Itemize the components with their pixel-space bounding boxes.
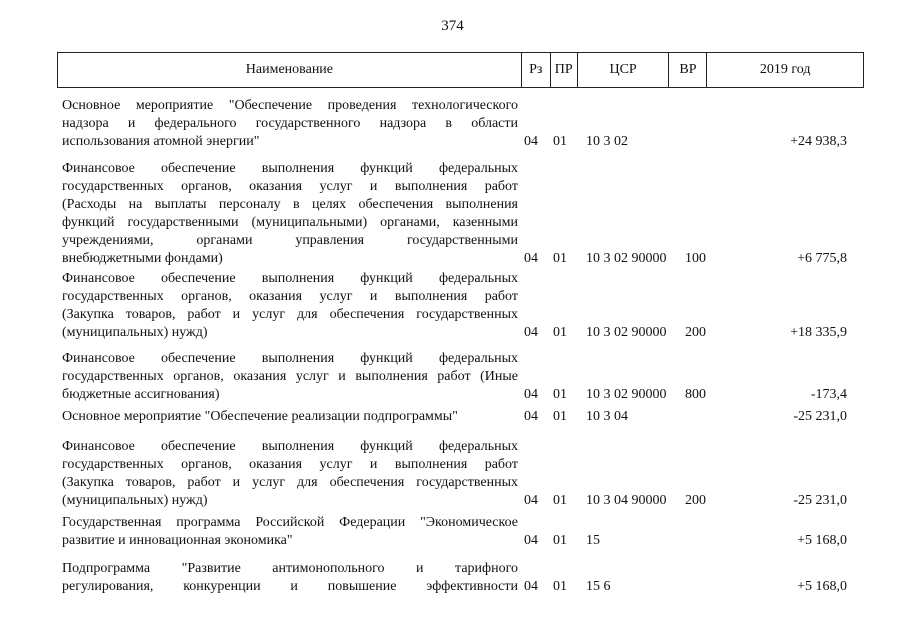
row-pr: 01 <box>553 493 567 508</box>
row-pr: 01 <box>553 409 567 424</box>
row-pr: 01 <box>553 387 567 402</box>
page-number: 374 <box>441 18 464 34</box>
row-amount: +24 938,3 <box>790 134 847 149</box>
row-name-line: Подпрограмма "Развитие антимонопольного и тарифного <box>62 561 518 576</box>
row-vr: 200 <box>685 493 706 508</box>
row-amount: +6 775,8 <box>797 251 847 266</box>
row-amount: +5 168,0 <box>797 533 847 548</box>
row-rz: 04 <box>524 387 538 402</box>
row-name <box>62 270 518 342</box>
row-vr: 800 <box>685 387 706 402</box>
row-name <box>62 350 518 404</box>
header-pr: ПР <box>551 53 578 87</box>
row-csr: 10 3 02 90000 <box>586 251 667 266</box>
row-name <box>62 160 518 268</box>
row-rz: 04 <box>524 533 538 548</box>
row-amount: -173,4 <box>810 387 847 402</box>
row-name-line: (Расходы на выплаты персоналу в целях обеспечения выполнения <box>62 197 518 212</box>
row-amount: -25 231,0 <box>793 493 847 508</box>
row-rz: 04 <box>524 251 538 266</box>
row-name-line: (Закупка товаров, работ и услуг для обеспечения государственных <box>62 475 518 490</box>
row-name-line: Финансовое обеспечение выполнения функций федеральных <box>62 439 518 454</box>
row-name <box>62 560 518 596</box>
header-year: 2019 год <box>759 62 811 77</box>
row-name-line: Основное мероприятие "Обеспечение проведения технологического <box>62 98 518 113</box>
row-amount: +18 335,9 <box>790 325 847 340</box>
header-rz: Рз <box>522 53 551 87</box>
row-csr: 10 3 04 90000 <box>586 493 667 508</box>
table-header <box>57 52 864 88</box>
row-pr: 01 <box>553 533 567 548</box>
row-name-line: развитие и инновационная экономика" <box>62 533 293 548</box>
row-rz: 04 <box>524 493 538 508</box>
row-name-line: Государственная программа Российской Федерации "Экономическое <box>62 515 518 530</box>
row-name-line: внебюджетными фондами) <box>62 251 223 266</box>
row-name-line: Финансовое обеспечение выполнения функций федеральных <box>62 161 518 176</box>
row-rz: 04 <box>524 409 538 424</box>
row-name-line: функций государственными (муниципальными) органами, казенными <box>62 215 518 230</box>
row-pr: 01 <box>553 134 567 149</box>
row-csr: 15 6 <box>586 579 611 594</box>
row-name-line: Основное мероприятие "Обеспечение реализации подпрограммы" <box>62 409 458 424</box>
row-name-line: (муниципальных) нужд) <box>62 493 208 508</box>
row-name-line: регулирования, конкуренции и повышение эффективности <box>62 579 518 594</box>
row-name-line: государственных органов, оказания услуг и выполнения работ <box>62 457 518 472</box>
row-csr: 10 3 04 <box>586 409 628 424</box>
row-name <box>62 514 518 550</box>
row-vr: 200 <box>685 325 706 340</box>
header-vr: ВР <box>669 53 707 87</box>
row-name-line: государственных органов, оказания услуг и выполнения работ (Иные <box>62 369 518 384</box>
row-amount: +5 168,0 <box>797 579 847 594</box>
header-csr: ЦСР <box>578 53 670 87</box>
row-name-line: (муниципальных) нужд) <box>62 325 208 340</box>
row-pr: 01 <box>553 579 567 594</box>
row-rz: 04 <box>524 325 538 340</box>
row-pr: 01 <box>553 325 567 340</box>
row-name-line: использования атомной энергии" <box>62 134 260 149</box>
row-amount: -25 231,0 <box>793 409 847 424</box>
row-rz: 04 <box>524 134 538 149</box>
row-name <box>62 97 518 151</box>
row-name-line: государственных органов, оказания услуг и выполнения работ <box>62 179 518 194</box>
row-csr: 10 3 02 90000 <box>586 387 667 402</box>
row-name <box>62 408 518 426</box>
row-name-line: надзора и федерального государственного надзора в области <box>62 116 518 131</box>
row-name <box>62 438 518 510</box>
row-csr: 15 <box>586 533 600 548</box>
row-csr: 10 3 02 90000 <box>586 325 667 340</box>
row-name-line: учреждениями, органами управления государственными <box>62 233 518 248</box>
row-vr: 100 <box>685 251 706 266</box>
row-name-line: Финансовое обеспечение выполнения функций федеральных <box>62 351 518 366</box>
row-name-line: (Закупка товаров, работ и услуг для обеспечения государственных <box>62 307 518 322</box>
row-name-line: государственных органов, оказания услуг и выполнения работ <box>62 289 518 304</box>
header-name: Наименование <box>58 53 522 87</box>
row-csr: 10 3 02 <box>586 134 628 149</box>
row-rz: 04 <box>524 579 538 594</box>
row-name-line: бюджетные ассигнования) <box>62 387 220 402</box>
row-name-line: Финансовое обеспечение выполнения функций федеральных <box>62 271 518 286</box>
row-pr: 01 <box>553 251 567 266</box>
